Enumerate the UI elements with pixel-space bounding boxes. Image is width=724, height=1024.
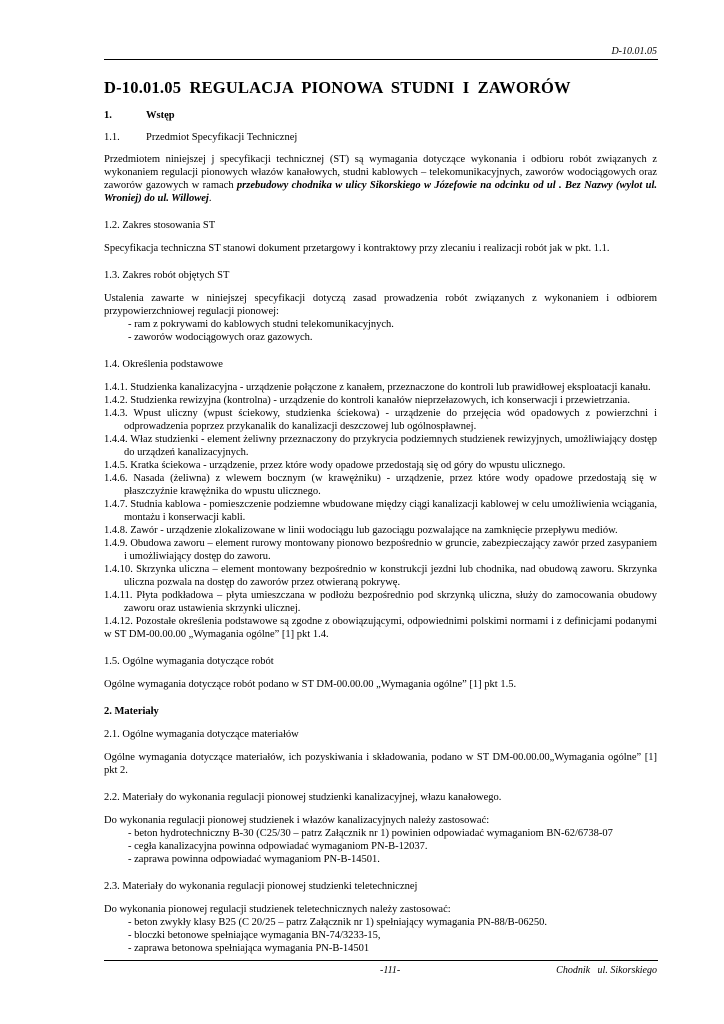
- document-title: D-10.01.05 REGULACJA PIONOWA STUDNI I ZAWORÓW: [104, 78, 571, 97]
- list-item: - cegła kanalizacyjna powinna odpowiadać wymaganiom PN-B-12037.: [128, 841, 428, 852]
- paragraph-1-1: Przedmiotem niniejszej j specyfikacji technicznej (ST) są wymagania dotyczące wykonania i odbioru robót związanych z wykonaniem regulacji pionowych włazów kanałowych, studni kablowych – telekomunikacyjnych, zaworów wodociągowych oraz zaworów gazowych w ramach przebudowy chodnika w ulicy Sikorskiego w Józefowie na odcinku od ul . Bez Nazwy (wylot ul. Wroniej) do ul. Willowej.: [104, 154, 657, 204]
- definition-item: 1.4.11. Płyta podkładowa – płyta umieszczana w podłożu bezpośrednio pod skrzynką uliczna, służy do zamocowania obudowy zaworu oraz ustawienia skrzynki ulicznej.: [104, 590, 657, 614]
- definition-item: 1.4.2. Studzienka rewizyjna (kontrolna) - urządzenie do kontroli kanałów nieprzełazowych, ich konserwacji i przewietrzania.: [104, 395, 630, 406]
- list-item: - beton hydrotechniczny B-30 (C25/30 – patrz Załącznik nr 1) powinien odpowiadać wymaganiom BN-62/6738-07: [128, 828, 613, 839]
- definition-item: 1.4.10. Skrzynka uliczna – element montowany bezpośrednio w konstrukcji jezdni lub chodnika, nad obudową zaworu. Skrzynka uliczna pozwala na dostęp do zaworów przez otwieraną pokrywę.: [104, 564, 657, 588]
- definition-item: 1.4.6. Nasada (żeliwna) z wlewem bocznym (w krawężniku) - urządzenie, przez które wody opadowe przedostają się w płaszczyźnie krawężnika do wpustu ulicznego.: [104, 473, 657, 497]
- subsection-2-3-heading: 2.3. Materiały do wykonania regulacji pionowej studzienki teletechnicznej: [104, 881, 418, 892]
- paragraph-1-3: Ustalenia zawarte w niniejszej specyfikacji dotyczą zasad prowadzenia robót związanych z wykonaniem i odbiorem przypowierzchniowej regulacji pionowej:: [104, 293, 657, 317]
- paragraph-2-3: Do wykonania pionowej regulacji studzienek teletechnicznych należy zastosować:: [104, 904, 451, 915]
- definition-item: 1.4.3. Wpust uliczny (wpust ściekowy, studzienka ściekowa) - urządzenie do przejęcia wód opadowych z powierzchni i odprowadzenia poprzez przykanalik do kanalizacji deszczowej lub ogólnospławnej.: [104, 408, 657, 432]
- footer-rule: [104, 960, 658, 961]
- definition-item: 1.4.4. Właz studzienki - element żeliwny przeznaczony do przykrycia podziemnych studzienek rewizyjnych, umożliwiający dostęp do urządzeń kanalizacyjnych.: [104, 434, 657, 458]
- list-item: - zaprawa powinna odpowiadać wymaganiom PN-B-14501.: [128, 854, 380, 865]
- paragraph-1-5: Ogólne wymagania dotyczące robót podano w ST DM-00.00.00 „Wymagania ogólne” [1] pkt 1.5.: [104, 679, 517, 690]
- subsection-1-3-heading: 1.3. Zakres robót objętych ST: [104, 270, 230, 281]
- definition-item: 1.4.8. Zawór - urządzenie zlokalizowane w linii wodociągu lub gazociągu pozwalające na zamknięcie przepływu mediów.: [104, 525, 618, 536]
- list-item: - ram z pokrywami do kablowych studni telekomunikacyjnych.: [128, 319, 394, 330]
- subsection-2-1-heading: 2.1. Ogólne wymagania dotyczące materiałów: [104, 729, 299, 740]
- footer-title: Chodnik ul. Sikorskiego: [556, 965, 657, 976]
- subsection-1-2-heading: 1.2. Zakres stosowania ST: [104, 220, 216, 231]
- list-item: - beton zwykły klasy B25 (C 20/25 – patrz Załącznik nr 1) spełniający wymagania PN-88/B-06250.: [128, 917, 548, 928]
- subsection-1-1-heading: 1.1. Przedmiot Specyfikacji Technicznej: [104, 132, 298, 143]
- subsection-1-5-heading: 1.5. Ogólne wymagania dotyczące robót: [104, 656, 274, 667]
- header-code: D-10.01.05: [611, 46, 657, 57]
- list-item: - zaworów wodociągowych oraz gazowych.: [128, 332, 313, 343]
- section-1-heading: 1. Wstęp: [104, 110, 175, 121]
- page-number: -111-: [380, 965, 401, 976]
- definition-item: 1.4.5. Kratka ściekowa - urządzenie, przez które wody opadowe przedostają się od góry do wpustu ulicznego.: [104, 460, 566, 471]
- header-rule: [104, 59, 658, 60]
- definition-item: 1.4.9. Obudowa zaworu – element rurowy montowany pionowo bezpośrednio w gruncie, zabezpieczający zawór przed zasypaniem i umożliwiający dostęp do zaworu.: [104, 538, 657, 562]
- subsection-1-4-heading: 1.4. Określenia podstawowe: [104, 359, 223, 370]
- definition-item: 1.4.1. Studzienka kanalizacyjna - urządzenie połączone z kanałem, przeznaczone do kontroli lub prawidłowej eksploatacji kanału.: [104, 382, 651, 393]
- list-item: - bloczki betonowe spełniające wymagania BN-74/3233-15,: [128, 930, 381, 941]
- paragraph-2-1: Ogólne wymagania dotyczące materiałów, ich pozyskiwania i składowania, podano w ST DM-00.00.00„Wymagania ogólne” [1] pkt 2.: [104, 752, 657, 776]
- document-body: [104, 78, 657, 955]
- definition-item: 1.4.7. Studnia kablowa - pomieszczenie podziemne wbudowane między ciągi kanalizacji kablowej w celu umożliwienia wciągania, montażu i konserwacji kabli.: [104, 499, 657, 523]
- section-2-heading: 2. Materiały: [104, 706, 159, 717]
- list-item: - zaprawa betonowa spełniająca wymagania PN-B-14501: [128, 943, 370, 954]
- subsection-2-2-heading: 2.2. Materiały do wykonania regulacji pionowej studzienki kanalizacyjnej, włazu kanałowego.: [104, 792, 502, 803]
- definition-item: 1.4.12. Pozostałe określenia podstawowe są zgodne z obowiązującymi, odpowiednimi polskimi normami i z definicjami podanymi w ST DM-00.00.00 „Wymagania ogólne” [1] pkt 1.4.: [104, 616, 657, 640]
- paragraph-1-2: Specyfikacja techniczna ST stanowi dokument przetargowy i kontraktowy przy zlecaniu i realizacji robót jak w pkt. 1.1.: [104, 243, 610, 254]
- paragraph-2-2: Do wykonania regulacji pionowej studzienek i włazów kanalizacyjnych należy zastosować:: [104, 815, 490, 826]
